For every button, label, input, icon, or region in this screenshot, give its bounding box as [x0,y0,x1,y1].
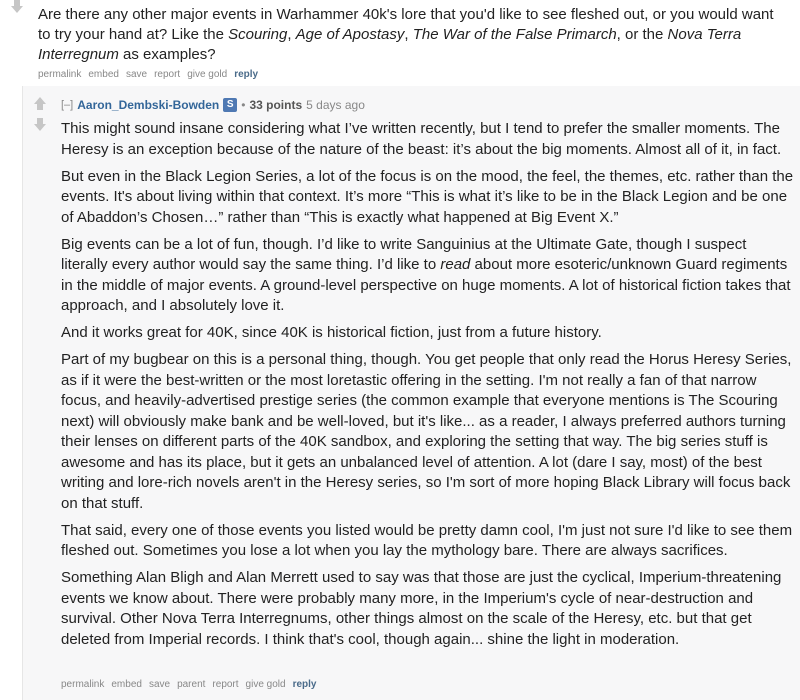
report-link[interactable]: report [212,679,239,690]
reply-comment-buttons [61,679,316,690]
score-points: 33 points [249,98,303,112]
paragraph-text: Big events can be a lot of fun, though. I’d like to write Sanguinius at the Ultimate Gate, though I suspect literally every author would say the same thing. I’d like to [61,235,747,273]
parent-text-start: Are there any other major events in Warhammer 40k's lore that you'd like to see fleshed out, or you would want to try your hand at? Like the [38,6,774,43]
parent-sep: , [287,26,296,43]
permalink-link[interactable]: permalink [38,69,82,80]
paragraph-text: about more esoteric/unknown Guard regiments in the middle of major events. A ground-level perspective on huge moments. A lot of historical fiction takes that approach, and I absolutely love it. [61,256,791,314]
give-gold-link[interactable]: give gold [187,69,228,80]
paragraph: But even in the Black Legion Series, a lot of the focus is on the mood, the feel, the themes, etc. rather than the events. It's about living within that context. It’s more “This is what it’s like to be in the Black Legion and be one of Abaddon’s Chosen…” rather than “This is exactly what happened at Big Event X.” [61,167,794,226]
parent-event-2: Age of Apostasy [295,26,405,43]
parent-event-1: Scouring [228,26,288,43]
report-link[interactable]: report [154,69,181,80]
give-gold-link[interactable]: give gold [245,679,286,690]
paragraph: And it works great for 40K, since 40K is historical fiction, just from a future history. [61,324,602,341]
reply-link[interactable]: reply [292,679,317,690]
parent-event-4: Nova Terra Interregnum [38,26,742,63]
emphasis-text: read [440,256,471,273]
parent-text-end: as examples? [118,46,216,63]
user-flair-badge: S [223,98,237,112]
paragraph [61,235,796,317]
parent-event-3: The War of the False Primarch [412,26,617,43]
embed-link[interactable]: embed [88,69,119,80]
paragraph: That said, every one of those events you listed would be pretty damn cool, I'm just not sure I'd like to see them fleshed out. Sometimes you lose a lot when you lay the mythology bare. There are always sacrifices. [61,521,793,559]
tagline-separator: • [241,98,246,112]
reply-comment-body [61,119,796,657]
downvote-arrow-icon[interactable] [33,118,47,132]
permalink-link[interactable]: permalink [61,679,105,690]
parent-comment-buttons [38,69,258,80]
author-link[interactable]: Aaron_Dembski-Bowden [77,98,220,112]
parent-vote-area [10,0,24,14]
save-link[interactable]: save [125,69,148,80]
parent-sep: , or the [616,26,668,43]
embed-link[interactable]: embed [111,679,142,690]
collapse-toggle[interactable]: [–] [61,99,74,111]
comment-tagline [61,97,365,113]
parent-sep: , [404,26,413,43]
paragraph: This might sound insane considering what I’ve written recently, but I tend to prefer the smaller moments. The Heresy is an exception because of the nature of the beast: it’s about the big moments. Almost all of it, in fact. [61,120,782,158]
downvote-arrow-icon[interactable] [10,0,24,14]
save-link[interactable]: save [148,679,171,690]
timestamp: 5 days ago [306,98,365,112]
parent-link[interactable]: parent [177,679,206,690]
paragraph: Part of my bugbear on this is a personal thing, though. You get people that only read the Horus Heresy Series, as if it were the best-written or the most loretastic offering in the setting. I'm not really a fan of that narrow focus, and heavily-advertised prestige series (the common example that everyone mentions is The Scouring next) will obviously make bank and be well-loved, but it's like... as a reader, I always preferred authors turning their lenses on different parts of the 40K sandbox, and exploring the setting that way. The big series stuff is awesome and has its place, but it gets an unbalanced level of attention. A lot (dare I say, most) of the best writing and lore-rich novels aren't in the Heresy series, so I'm sort of more hoping Black Library will focus back on that stuff. [61,351,792,512]
upvote-arrow-icon[interactable] [33,96,47,110]
parent-comment-body [38,5,790,65]
reply-comment [22,86,800,700]
reply-vote-area [33,96,47,132]
paragraph: Something Alan Bligh and Alan Merrett used to say was that those are just the cyclical, Imperium-threatening events we know about. There were probably many more, in the Imperium's cycle of near-destruction and survival. Other Nova Terra Interregnums, other things almost on the scale of the Heresy, etc. but that get deleted from Imperial records. I think that's cool, though again... shine the light in moderation. [61,569,782,648]
reply-link[interactable]: reply [234,69,259,80]
